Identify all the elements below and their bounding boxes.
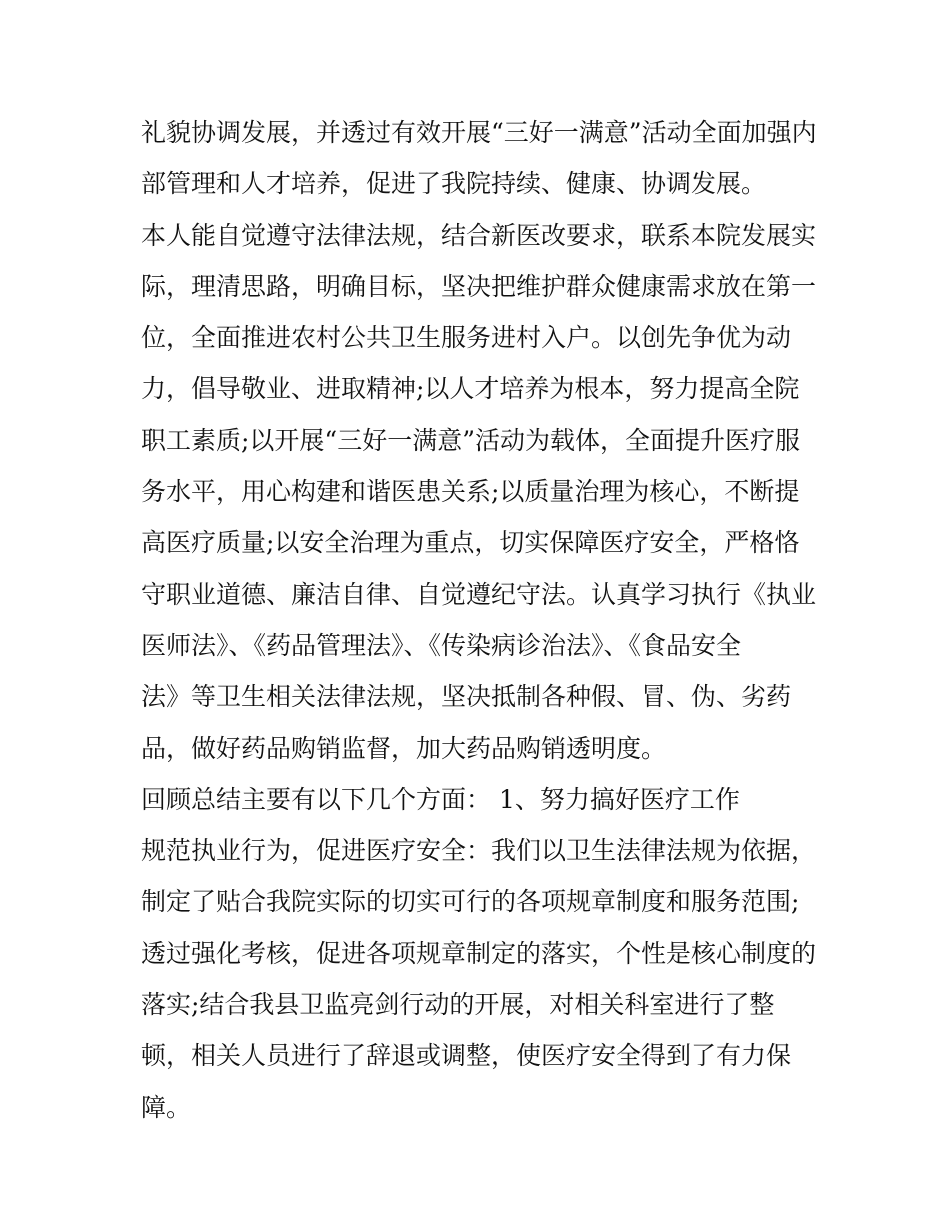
text-line: 务水平，用心构建和谐医患关系;以质量治理为核心，不断提 xyxy=(141,477,800,507)
text-line: 品，做好药品购销监督，加大药品购销透明度。 xyxy=(141,733,667,763)
text-line: 礼貌协调发展，并透过有效开展“三好一满意”活动全面加强内 xyxy=(141,118,817,147)
text-line: 规范执业行为，促进医疗安全：我们以卫生法律法规为依据， xyxy=(141,836,817,866)
text-line: 部管理和人才培养，促进了我院持续、健康、协调发展。 xyxy=(141,169,767,199)
text-line: 制定了贴合我院实际的切实可行的各项规章制度和服务范围; xyxy=(141,887,800,917)
text-line: 落实;结合我县卫监亮剑行动的开展，对相关科室进行了整 xyxy=(141,990,775,1020)
text-line: 守职业道德、廉洁自律、自觉遵纪守法。认真学习执行《执业 xyxy=(141,579,817,609)
text-line: 际，理清思路，明确目标，坚决把维护群众健康需求放在第一 xyxy=(141,271,817,301)
text-line: 力，倡导敬业、进取精神;以人才培养为根本，努力提高全院 xyxy=(141,374,800,404)
text-line: 职工素质;以开展“三好一满意”活动为载体，全面提升医疗服 xyxy=(141,425,800,455)
text-line: 医师法》、《药品管理法》、《传染病诊治法》、《食品安全 xyxy=(141,630,742,660)
text-line: 顿，相关人员进行了辞退或调整，使医疗安全得到了有力保 xyxy=(141,1041,792,1071)
text-line: 回顾总结主要有以下几个方面： 1、努力搞好医疗工作 xyxy=(141,784,740,814)
text-line: 法》等卫生相关法律法规，坚决抵制各种假、冒、伪、劣药 xyxy=(141,682,792,712)
text-line: 障。 xyxy=(141,1092,192,1122)
text-line: 位，全面推进农村公共卫生服务进村入户。以创先争优为动 xyxy=(141,323,792,353)
text-line: 本人能自觉遵守法律法规，结合新医改要求，联系本院发展实 xyxy=(141,220,817,250)
text-line: 透过强化考核，促进各项规章制定的落实，个性是核心制度的 xyxy=(141,938,817,968)
body-text xyxy=(141,107,821,1133)
text-line: 高医疗质量;以安全治理为重点，切实保障医疗安全，严格恪 xyxy=(141,528,800,558)
